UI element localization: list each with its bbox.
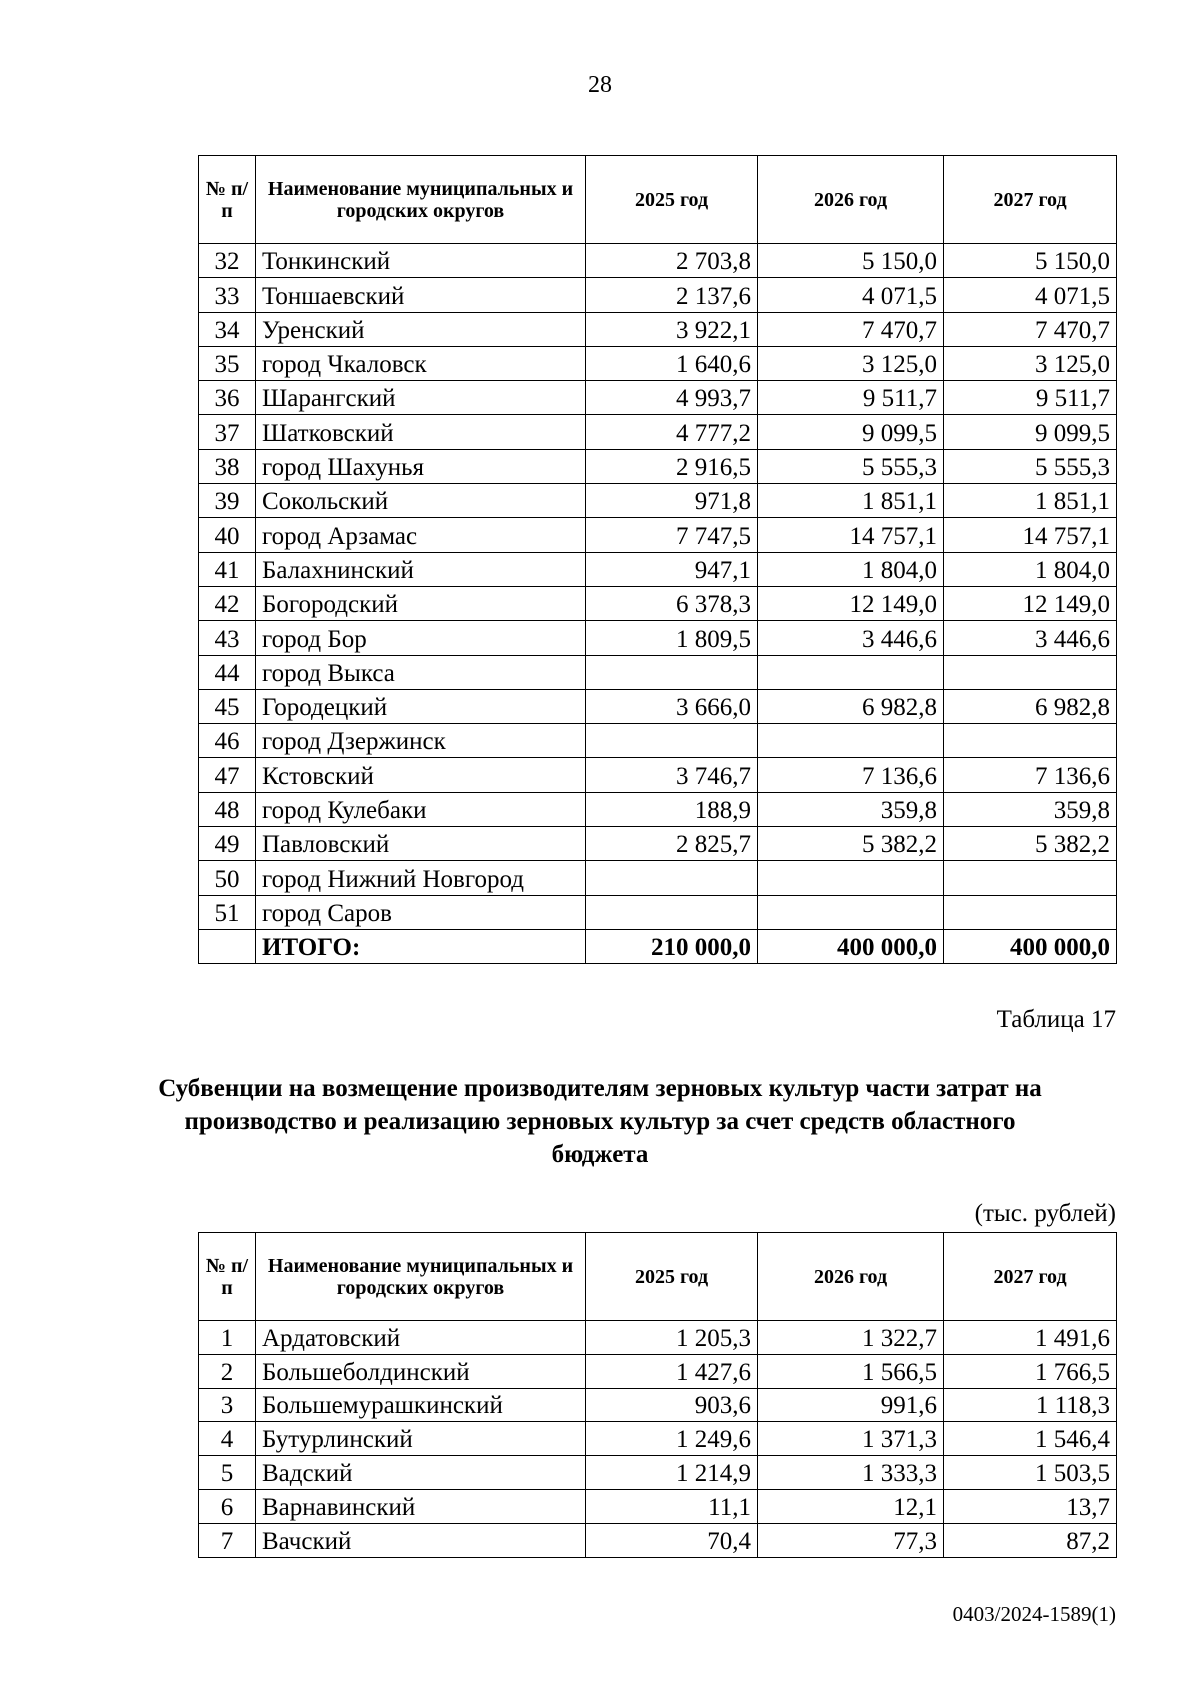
municipality-name: Кстовский	[256, 758, 586, 792]
value-2026: 991,6	[758, 1388, 944, 1422]
value-2026: 77,3	[758, 1523, 944, 1557]
value-2027: 9 511,7	[944, 381, 1117, 415]
value-2025: 1 427,6	[586, 1354, 758, 1388]
table-row	[199, 346, 1117, 380]
table-row	[199, 244, 1117, 278]
value-2025: 947,1	[586, 552, 758, 586]
municipality-name: Большеболдинский	[256, 1354, 586, 1388]
municipality-name: город Чкаловск	[256, 346, 586, 380]
table-row	[199, 895, 1117, 929]
value-2027: 1 118,3	[944, 1388, 1117, 1422]
value-2026	[758, 724, 944, 758]
row-number: 3	[199, 1388, 256, 1422]
value-2027: 1 804,0	[944, 552, 1117, 586]
municipality-name: город Бор	[256, 621, 586, 655]
row-number: 41	[199, 552, 256, 586]
table-row	[199, 827, 1117, 861]
municipality-name: Шатковский	[256, 415, 586, 449]
col-header-2027: 2027 год	[944, 156, 1117, 244]
col-header-2027: 2027 год	[944, 1233, 1117, 1321]
municipality-name: Уренский	[256, 312, 586, 346]
value-2026: 3 446,6	[758, 621, 944, 655]
table-caption: Таблица 17	[996, 1006, 1116, 1033]
section-title: Субвенции на возмещение производителям зерновых культур части затрат на производство и реализацию зерновых культур за счет средств областного бюджета	[158, 1075, 1042, 1168]
col-header-2026: 2026 год	[758, 1233, 944, 1321]
row-number: 37	[199, 415, 256, 449]
value-2026: 12 149,0	[758, 586, 944, 620]
table-row	[199, 1321, 1117, 1355]
row-number: 1	[199, 1321, 256, 1355]
value-2025: 70,4	[586, 1523, 758, 1557]
value-2027: 5 150,0	[944, 244, 1117, 278]
row-number: 7	[199, 1523, 256, 1557]
value-2027: 5 382,2	[944, 827, 1117, 861]
value-2025: 1 640,6	[586, 346, 758, 380]
table-row	[199, 586, 1117, 620]
row-number: 4	[199, 1422, 256, 1456]
value-2025: 3 746,7	[586, 758, 758, 792]
municipality-name: Тоншаевский	[256, 278, 586, 312]
value-2026: 5 382,2	[758, 827, 944, 861]
row-number: 43	[199, 621, 256, 655]
value-2026: 1 322,7	[758, 1321, 944, 1355]
row-number: 46	[199, 724, 256, 758]
value-2027: 13,7	[944, 1489, 1117, 1523]
value-2027: 359,8	[944, 792, 1117, 826]
value-2026: 9 099,5	[758, 415, 944, 449]
municipality-name: Вачский	[256, 1523, 586, 1557]
value-2026: 1 851,1	[758, 484, 944, 518]
col-header-name: Наименование муниципальных и городских округов	[256, 1233, 586, 1321]
row-number: 5	[199, 1456, 256, 1490]
value-2027: 1 851,1	[944, 484, 1117, 518]
municipality-name: Тонкинский	[256, 244, 586, 278]
row-number: 33	[199, 278, 256, 312]
row-number: 44	[199, 655, 256, 689]
table-row	[199, 381, 1117, 415]
value-2026: 5 150,0	[758, 244, 944, 278]
value-2026: 359,8	[758, 792, 944, 826]
table-row	[199, 312, 1117, 346]
table-row	[199, 1354, 1117, 1388]
table-row	[199, 689, 1117, 723]
col-header-num: № п/п	[199, 1233, 256, 1321]
value-2027	[944, 861, 1117, 895]
document-code: 0403/2024-1589(1)	[952, 1602, 1116, 1626]
table-row	[199, 278, 1117, 312]
row-number: 51	[199, 895, 256, 929]
value-2026: 1 371,3	[758, 1422, 944, 1456]
page-number: 28	[588, 72, 612, 98]
col-header-name: Наименование муниципальных и городских округов	[256, 156, 586, 244]
total-2027: 400 000,0	[944, 929, 1117, 963]
value-2025: 11,1	[586, 1489, 758, 1523]
value-2025: 6 378,3	[586, 586, 758, 620]
value-2027: 9 099,5	[944, 415, 1117, 449]
value-2027: 7 136,6	[944, 758, 1117, 792]
col-header-2025: 2025 год	[586, 156, 758, 244]
value-2027: 4 071,5	[944, 278, 1117, 312]
value-2027	[944, 724, 1117, 758]
table-row	[199, 484, 1117, 518]
municipality-name: город Арзамас	[256, 518, 586, 552]
value-2025: 1 249,6	[586, 1422, 758, 1456]
value-2026: 6 982,8	[758, 689, 944, 723]
table-row	[199, 621, 1117, 655]
table-row	[199, 1489, 1117, 1523]
value-2025: 2 825,7	[586, 827, 758, 861]
value-2026	[758, 655, 944, 689]
value-2025: 188,9	[586, 792, 758, 826]
value-2026: 14 757,1	[758, 518, 944, 552]
value-2025: 1 214,9	[586, 1456, 758, 1490]
row-number: 34	[199, 312, 256, 346]
table-header-row	[199, 156, 1117, 244]
row-number: 36	[199, 381, 256, 415]
table-row	[199, 1388, 1117, 1422]
value-2027: 5 555,3	[944, 449, 1117, 483]
municipality-name: Бутурлинский	[256, 1422, 586, 1456]
municipality-name: Балахнинский	[256, 552, 586, 586]
table-row	[199, 1523, 1117, 1557]
row-number: 38	[199, 449, 256, 483]
row-number: 50	[199, 861, 256, 895]
value-2025: 3 922,1	[586, 312, 758, 346]
value-2027: 12 149,0	[944, 586, 1117, 620]
subsidy-table-continued	[198, 155, 1117, 964]
row-number: 48	[199, 792, 256, 826]
value-2025: 903,6	[586, 1388, 758, 1422]
municipality-name: город Шахунья	[256, 449, 586, 483]
col-header-2025: 2025 год	[586, 1233, 758, 1321]
row-number: 45	[199, 689, 256, 723]
table-row	[199, 655, 1117, 689]
municipality-name: город Кулебаки	[256, 792, 586, 826]
value-2027: 3 446,6	[944, 621, 1117, 655]
municipality-name: город Нижний Новгород	[256, 861, 586, 895]
municipality-name: Городецкий	[256, 689, 586, 723]
value-2025: 7 747,5	[586, 518, 758, 552]
value-2027: 1 491,6	[944, 1321, 1117, 1355]
value-2025	[586, 724, 758, 758]
value-2027: 7 470,7	[944, 312, 1117, 346]
municipality-name: Вадский	[256, 1456, 586, 1490]
table-row	[199, 1422, 1117, 1456]
value-2025: 3 666,0	[586, 689, 758, 723]
grain-subsidy-table	[198, 1232, 1117, 1558]
row-number: 2	[199, 1354, 256, 1388]
table-row	[199, 758, 1117, 792]
municipality-name: город Саров	[256, 895, 586, 929]
row-number: 40	[199, 518, 256, 552]
value-2026: 1 333,3	[758, 1456, 944, 1490]
value-2026: 12,1	[758, 1489, 944, 1523]
row-number: 35	[199, 346, 256, 380]
row-number: 47	[199, 758, 256, 792]
total-label: ИТОГО:	[256, 929, 586, 963]
value-2026: 3 125,0	[758, 346, 944, 380]
municipality-name: Сокольский	[256, 484, 586, 518]
row-number: 6	[199, 1489, 256, 1523]
municipality-name: Ардатовский	[256, 1321, 586, 1355]
municipality-name: Варнавинский	[256, 1489, 586, 1523]
value-2026	[758, 895, 944, 929]
table-row	[199, 415, 1117, 449]
value-2025: 971,8	[586, 484, 758, 518]
value-2025: 4 777,2	[586, 415, 758, 449]
total-row	[199, 929, 1117, 963]
row-number: 42	[199, 586, 256, 620]
value-2025: 2 916,5	[586, 449, 758, 483]
table-row	[199, 724, 1117, 758]
table-row	[199, 861, 1117, 895]
total-2026: 400 000,0	[758, 929, 944, 963]
col-header-2026: 2026 год	[758, 156, 944, 244]
municipality-name: Павловский	[256, 827, 586, 861]
value-2027: 14 757,1	[944, 518, 1117, 552]
value-2025: 2 137,6	[586, 278, 758, 312]
municipality-name: город Дзержинск	[256, 724, 586, 758]
table-row	[199, 792, 1117, 826]
value-2025	[586, 861, 758, 895]
municipality-name: Большемурашкинский	[256, 1388, 586, 1422]
value-2027: 1 503,5	[944, 1456, 1117, 1490]
value-2025: 1 205,3	[586, 1321, 758, 1355]
table-header-row	[199, 1233, 1117, 1321]
value-2026: 1 566,5	[758, 1354, 944, 1388]
municipality-name: город Выкса	[256, 655, 586, 689]
value-2026: 7 470,7	[758, 312, 944, 346]
municipality-name: Богородский	[256, 586, 586, 620]
value-2026: 9 511,7	[758, 381, 944, 415]
value-2026: 4 071,5	[758, 278, 944, 312]
value-2026: 7 136,6	[758, 758, 944, 792]
table-row	[199, 1456, 1117, 1490]
value-2026: 5 555,3	[758, 449, 944, 483]
total-2025: 210 000,0	[586, 929, 758, 963]
row-number: 39	[199, 484, 256, 518]
table-row	[199, 449, 1117, 483]
value-2025	[586, 895, 758, 929]
total-empty-cell	[199, 929, 256, 963]
table-row	[199, 518, 1117, 552]
value-2027: 1 546,4	[944, 1422, 1117, 1456]
value-2026	[758, 861, 944, 895]
value-2027: 1 766,5	[944, 1354, 1117, 1388]
col-header-num: № п/п	[199, 156, 256, 244]
value-2026: 1 804,0	[758, 552, 944, 586]
units-label: (тыс. рублей)	[974, 1200, 1116, 1227]
value-2027	[944, 895, 1117, 929]
municipality-name: Шарангский	[256, 381, 586, 415]
row-number: 49	[199, 827, 256, 861]
value-2027: 3 125,0	[944, 346, 1117, 380]
value-2027	[944, 655, 1117, 689]
value-2025	[586, 655, 758, 689]
value-2027: 6 982,8	[944, 689, 1117, 723]
table-row	[199, 552, 1117, 586]
value-2025: 4 993,7	[586, 381, 758, 415]
value-2025: 1 809,5	[586, 621, 758, 655]
value-2027: 87,2	[944, 1523, 1117, 1557]
row-number: 32	[199, 244, 256, 278]
value-2025: 2 703,8	[586, 244, 758, 278]
